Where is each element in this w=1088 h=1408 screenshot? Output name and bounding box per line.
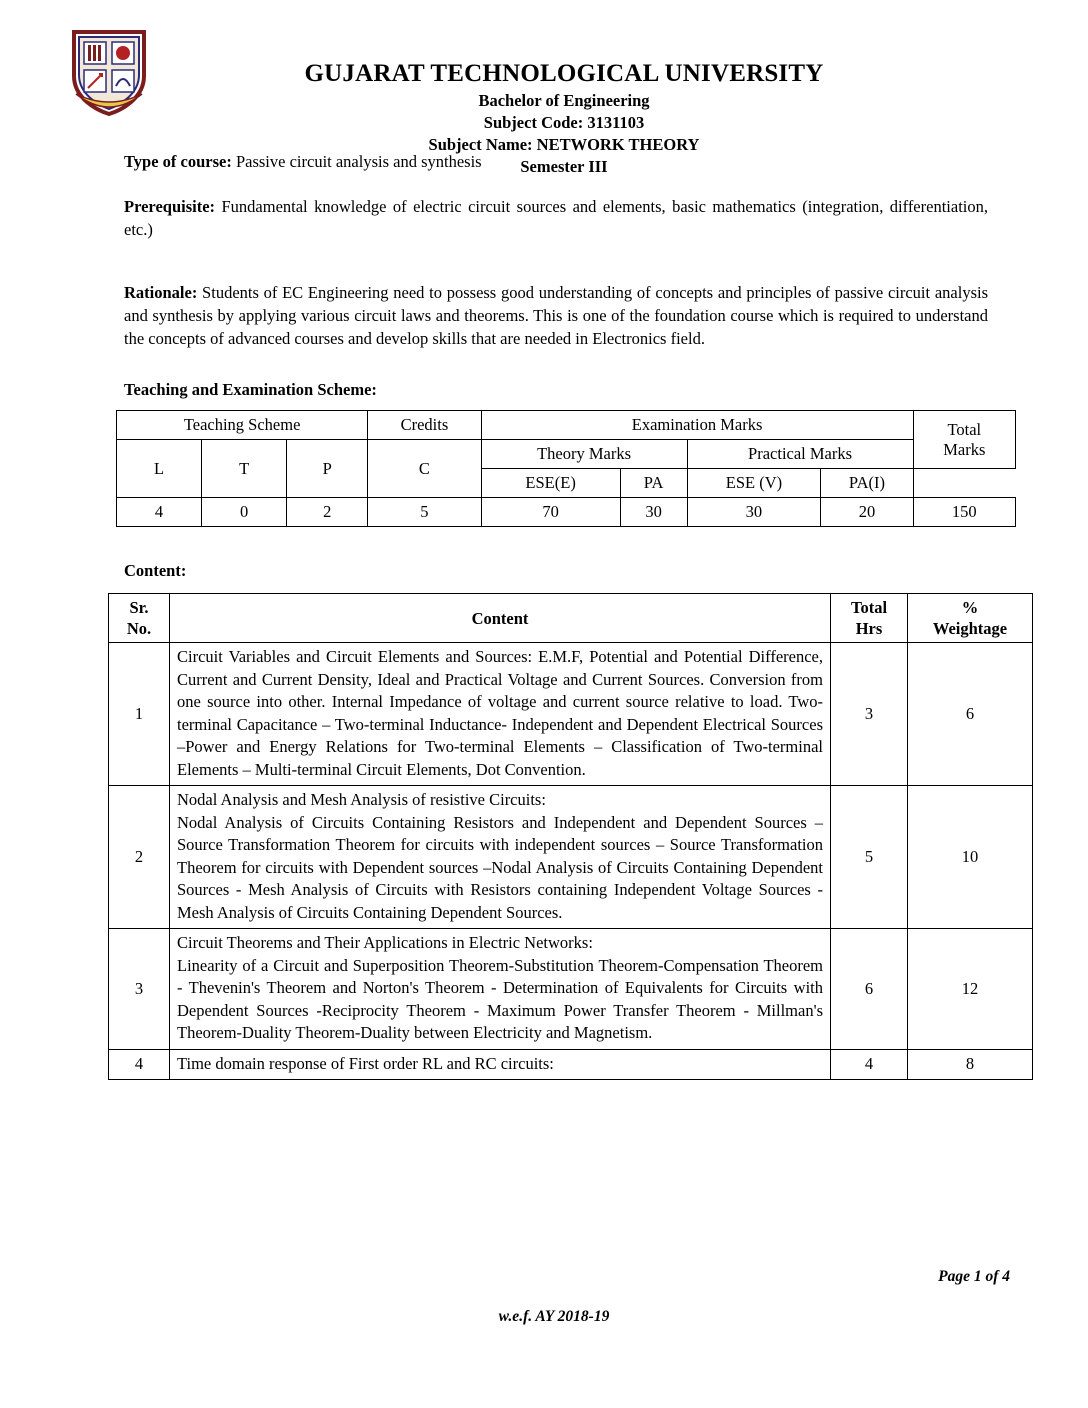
semester-line: Semester III bbox=[520, 157, 608, 176]
subject-info bbox=[78, 90, 1010, 178]
row-hours: 5 bbox=[831, 786, 908, 929]
row-number: 3 bbox=[109, 929, 170, 1050]
degree-line: Bachelor of Engineering bbox=[478, 91, 650, 110]
header-wt-line1: % bbox=[961, 598, 979, 617]
header-credits: Credits bbox=[368, 411, 481, 440]
row-content: Time domain response of First order RL and RC circuits: bbox=[170, 1049, 831, 1080]
row-content: Circuit Variables and Circuit Elements and Sources: E.M.F, Potential and Potential Difference, Current and Current Density, Ideal and Practical Voltage and Current Sources. Conversion from one source into other. Internal Impedance of voltage and current source relative to load. Two-terminal Capacitance – Two-terminal Inductance- Independent and Dependent Electrical Sources –Power and Energy Relations for Two-terminal Elements – Classification of Two-terminal Elements – Multi-terminal Circuit Elements, Dot Convention. bbox=[170, 643, 831, 786]
row-hours: 6 bbox=[831, 929, 908, 1050]
rationale-label: Rationale: bbox=[124, 283, 198, 302]
col-C: C bbox=[368, 440, 481, 498]
header-examination-marks: Examination Marks bbox=[481, 411, 913, 440]
value-pa: 30 bbox=[620, 498, 687, 527]
teaching-scheme-heading: Teaching and Examination Scheme: bbox=[124, 380, 377, 399]
row-number: 4 bbox=[109, 1049, 170, 1080]
row-weightage: 10 bbox=[908, 786, 1033, 929]
table-row bbox=[117, 498, 1016, 527]
header-total-line1: Total bbox=[947, 419, 982, 439]
prerequisite-label: Prerequisite: bbox=[124, 197, 216, 216]
university-logo-icon bbox=[66, 26, 152, 118]
value-L: 4 bbox=[117, 498, 202, 527]
header-teaching-scheme: Teaching Scheme bbox=[117, 411, 368, 440]
header-sr-line2: No. bbox=[126, 619, 152, 638]
prerequisite bbox=[78, 195, 1010, 241]
col-ese-e: ESE(E) bbox=[481, 469, 620, 498]
type-of-course-value: Passive circuit analysis and synthesis bbox=[231, 152, 482, 171]
prerequisite-value: Fundamental knowledge of electric circuit sources and elements, basic mathematics (integration, differentiation, etc.) bbox=[124, 197, 988, 239]
header-sr-no bbox=[109, 594, 170, 643]
header-hrs-line2: Hrs bbox=[855, 619, 883, 638]
rationale bbox=[78, 281, 1010, 350]
rationale-value-2: which is required to understand the concepts of advanced courses and develop skills that are needed in Electronics field. bbox=[124, 306, 988, 348]
subject-name-line: Subject Name: NETWORK THEORY bbox=[428, 135, 700, 154]
col-pa-i: PA(I) bbox=[821, 469, 913, 498]
value-ese-v: 30 bbox=[687, 498, 821, 527]
header-sr-line1: Sr. bbox=[129, 598, 149, 617]
col-T: T bbox=[202, 440, 287, 498]
table-row bbox=[117, 411, 1016, 440]
page-title: GUJARAT TECHNOLOGICAL UNIVERSITY bbox=[304, 60, 824, 87]
wef-footer: w.e.f. AY 2018-19 bbox=[498, 1308, 610, 1325]
col-pa: PA bbox=[620, 469, 687, 498]
header-content: Content bbox=[170, 594, 831, 643]
table-header-row bbox=[109, 594, 1033, 643]
col-ese-v: ESE (V) bbox=[687, 469, 821, 498]
row-content: Circuit Theorems and Their Applications in Electric Networks: Linearity of a Circuit and Superposition Theorem-Substitution Theorem-Compensation Theorem - Thevenin's Theorem and Norton's Theorem - Determination of Equivalents for Circuits with Dependent Sources -Reciprocity Theorem - Maximum Power Transfer Theorem - Millman's Theorem-Duality Theorem-Duality between Electricity and Magnetism. bbox=[170, 929, 831, 1050]
col-P: P bbox=[287, 440, 368, 498]
header-wt-line2: Weightage bbox=[932, 619, 1008, 638]
row-number: 1 bbox=[109, 643, 170, 786]
header-total-hrs bbox=[831, 594, 908, 643]
value-C: 5 bbox=[368, 498, 481, 527]
table-row bbox=[117, 440, 1016, 469]
row-weightage: 6 bbox=[908, 643, 1033, 786]
header-theory-marks: Theory Marks bbox=[481, 440, 687, 469]
value-ese-e: 70 bbox=[481, 498, 620, 527]
row-weightage: 8 bbox=[908, 1049, 1033, 1080]
value-T: 0 bbox=[202, 498, 287, 527]
header-weightage bbox=[908, 594, 1033, 643]
content-table bbox=[108, 593, 1033, 1080]
row-number: 2 bbox=[109, 786, 170, 929]
table-row bbox=[109, 1049, 1033, 1080]
page-number: Page 1 of 4 bbox=[938, 1268, 1010, 1285]
col-L: L bbox=[117, 440, 202, 498]
teaching-examination-scheme-table bbox=[116, 410, 1016, 527]
rationale-value: Students of EC Engineering need to possess good understanding of concepts and principles of passive circuit analysis and synthesis by applying various circuit laws and theorems. This is one of the foundation course bbox=[124, 283, 988, 325]
value-total-marks: 150 bbox=[913, 498, 1015, 527]
type-of-course-label: Type of course: bbox=[124, 152, 232, 171]
header-practical-marks: Practical Marks bbox=[687, 440, 913, 469]
header-hrs-line1: Total bbox=[850, 598, 888, 617]
subject-code-line: Subject Code: 3131103 bbox=[483, 113, 645, 132]
header-total-marks bbox=[913, 411, 1015, 469]
row-hours: 4 bbox=[831, 1049, 908, 1080]
table-row bbox=[109, 786, 1033, 929]
value-P: 2 bbox=[287, 498, 368, 527]
row-hours: 3 bbox=[831, 643, 908, 786]
value-pa-i: 20 bbox=[821, 498, 913, 527]
table-row bbox=[109, 643, 1033, 786]
table-row bbox=[109, 929, 1033, 1050]
content-heading: Content: bbox=[124, 561, 187, 580]
header-total-line2: Marks bbox=[943, 439, 986, 459]
row-weightage: 12 bbox=[908, 929, 1033, 1050]
row-content: Nodal Analysis and Mesh Analysis of resistive Circuits: Nodal Analysis of Circuits Containing Resistors and Independent and Dependent Sources – Source Transformation Theorem for circuits with independent sources – Source Transformation Theorem for circuits with Dependent sources –Nodal Analysis of Circuits Containing Dependent Sources - Mesh Analysis of Circuits with Resistors containing Independent Voltage Sources - Mesh Analysis of Circuits Containing Dependent Sources. bbox=[170, 786, 831, 929]
